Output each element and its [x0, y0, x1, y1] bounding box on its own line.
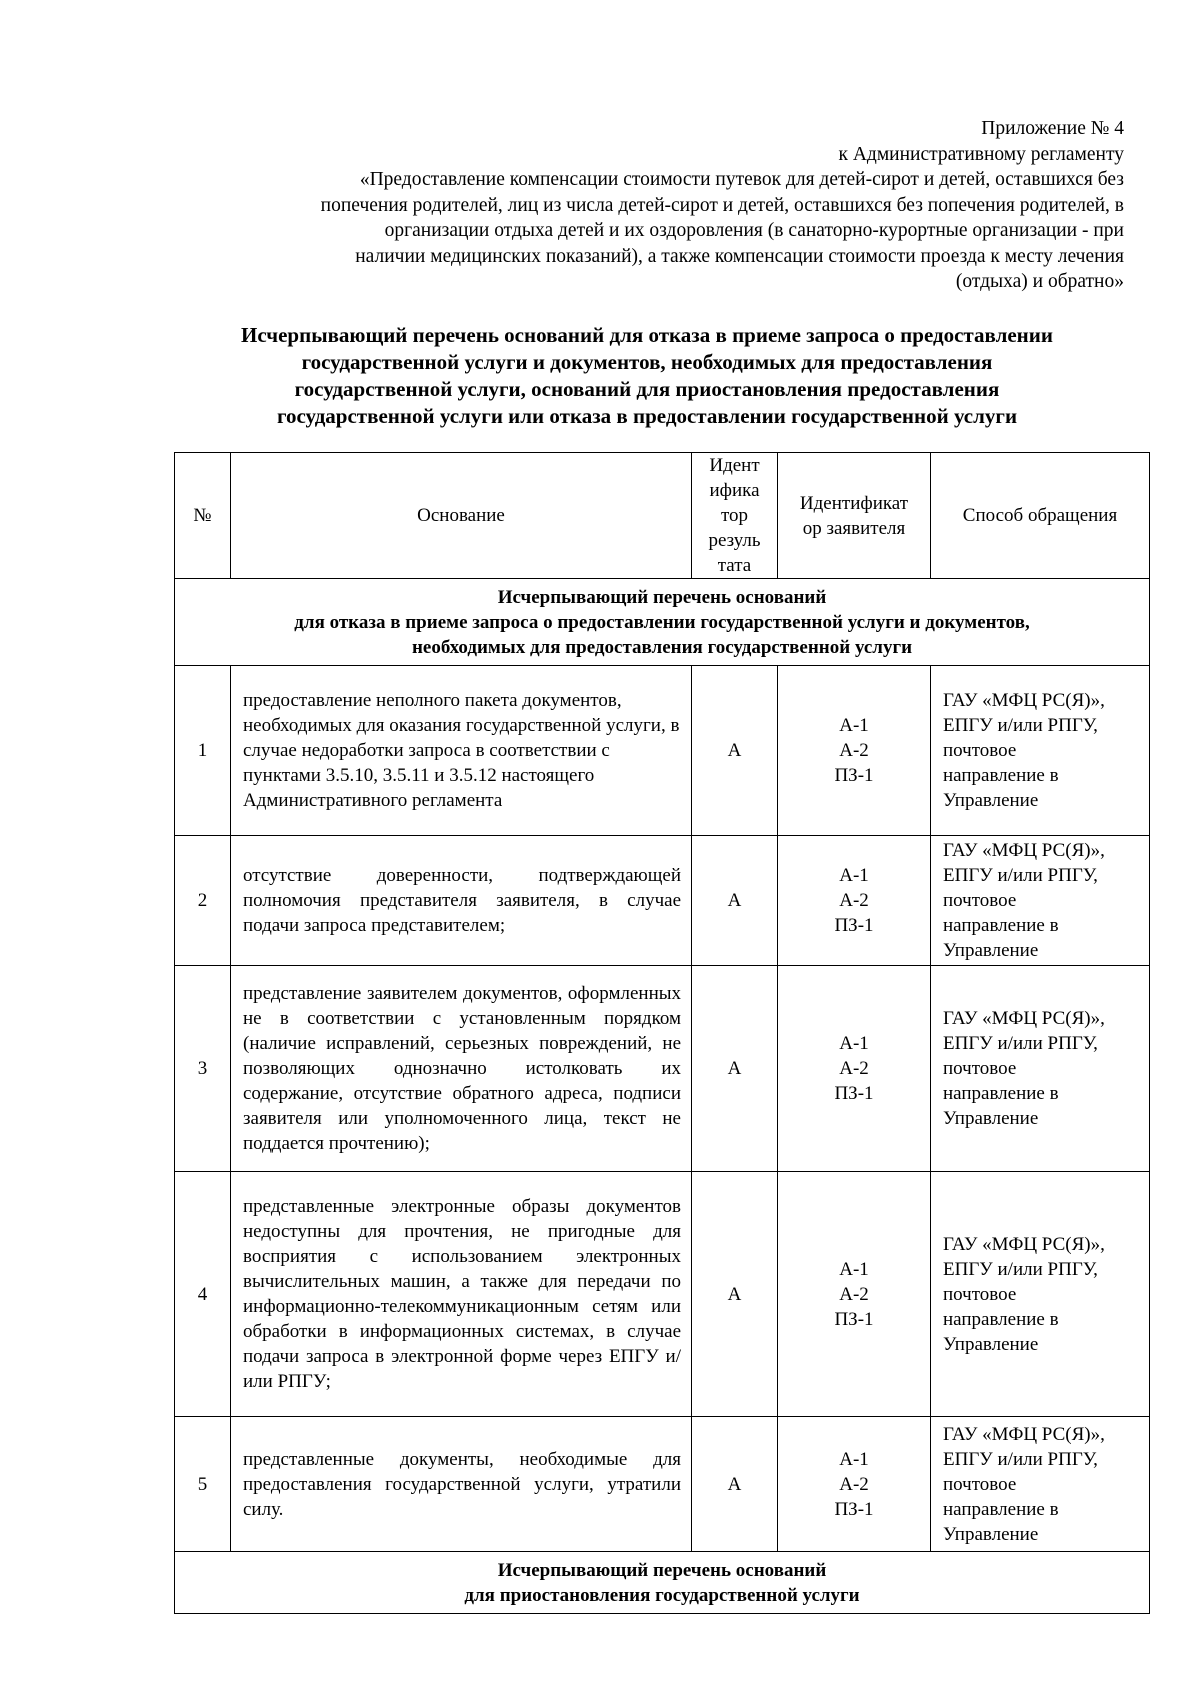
section-heading-suspension — [175, 1552, 1150, 1614]
row-method — [931, 966, 1150, 1172]
title-line: Исчерпывающий перечень оснований для отказа в приеме запроса о предоставлении — [241, 323, 1053, 347]
row-number: 1 — [175, 666, 231, 836]
method-line: ЕПГУ и/или РПГУ, — [943, 715, 1098, 736]
header-number: № — [175, 453, 231, 579]
section-row — [175, 579, 1150, 666]
row-number: 5 — [175, 1417, 231, 1552]
method-line: ЕПГУ и/или РПГУ, — [943, 1258, 1098, 1280]
row-number: 2 — [175, 836, 231, 966]
row-method — [931, 666, 1150, 836]
header-applicant-id — [778, 453, 931, 579]
appendix-header — [170, 116, 1124, 295]
applicant-id: ПЗ-1 — [834, 1498, 874, 1520]
applicant-id: А-2 — [839, 1058, 869, 1079]
method-line: ГАУ «МФЦ РС(Я)», — [943, 1233, 1105, 1255]
appendix-line: Приложение № 4 — [981, 118, 1124, 139]
method-line: почтовое — [943, 740, 1017, 761]
applicant-id: А-2 — [839, 740, 869, 761]
method-line: направление в — [943, 1498, 1059, 1520]
method-line: направление в — [943, 915, 1059, 936]
row-basis: представление заявителем документов, оформленных не в соответствии с установленным порядком (наличие исправлений, серьезных повреждений, не позволяющих однозначно истолковать их содержание, отсутствие обратного адреса, подписи заявителя или уполномоченного лица, текст не поддается прочтению); — [231, 966, 692, 1172]
row-basis: представленные документы, необходимые для предоставления государственной услуги, утратили силу. — [231, 1417, 692, 1552]
applicant-id: А-1 — [839, 715, 869, 736]
header-applicant-id-line: Идентификат — [799, 492, 909, 514]
appendix-line: наличии медицинских показаний), а также компенсации стоимости проезда к месту лечения — [355, 245, 1124, 267]
table-row — [175, 1417, 1150, 1552]
method-line: почтовое — [943, 1283, 1017, 1305]
method-line: ЕПГУ и/или РПГУ, — [943, 1033, 1098, 1054]
appendix-line: (отдыха) и обратно» — [955, 271, 1124, 292]
applicant-id: А-1 — [839, 1033, 869, 1054]
row-basis: представленные электронные образы документов недоступны для прочтения, не пригодные для восприятия с использованием электронных вычислительных машин, а также для передачи по информационно-телекоммуникационным сетям или обработки в информационных системах, в случае подачи запроса в электронной форме через ЕПГУ и/или РПГУ; — [231, 1172, 692, 1417]
title-line: государственной услуги, оснований для приостановления предоставления — [294, 377, 1000, 401]
header-result-id-line: Идент — [709, 455, 760, 476]
section-row — [175, 1552, 1150, 1614]
row-method — [931, 836, 1150, 966]
table-row — [175, 666, 1150, 836]
header-result-id-line: резуль — [708, 530, 761, 551]
method-line: ЕПГУ и/или РПГУ, — [943, 865, 1098, 886]
appendix-line: организации отдыха детей и их оздоровления (в санаторно-курортные организации - при — [384, 220, 1124, 241]
applicant-id: ПЗ-1 — [834, 1083, 874, 1104]
method-line: Управление — [943, 790, 1039, 811]
row-basis: отсутствие доверенности, подтверждающей полномочия представителя заявителя, в случае подачи запроса представителем; — [231, 836, 692, 966]
method-line: Управление — [943, 1108, 1039, 1129]
title-line: государственной услуги и документов, необходимых для предоставления — [301, 350, 993, 374]
row-number: 4 — [175, 1172, 231, 1417]
method-line: ГАУ «МФЦ РС(Я)», — [943, 1423, 1105, 1445]
row-method — [931, 1417, 1150, 1552]
method-line: почтовое — [943, 1058, 1017, 1079]
method-line: направление в — [943, 765, 1059, 786]
row-result-id: А — [692, 666, 778, 836]
applicant-id: ПЗ-1 — [834, 765, 874, 786]
method-line: Управление — [943, 940, 1039, 961]
applicant-id: А-2 — [839, 1473, 869, 1495]
header-basis: Основание — [231, 453, 692, 579]
appendix-line: «Предоставление компенсации стоимости путевок для детей-сирот и детей, оставшихся без — [359, 169, 1124, 190]
table-row — [175, 836, 1150, 966]
section-heading-refusal — [175, 579, 1150, 666]
table-row — [175, 1172, 1150, 1417]
header-result-id-line: тор — [720, 505, 749, 526]
row-applicant-ids — [778, 666, 931, 836]
document-title — [170, 322, 1124, 430]
applicant-id: ПЗ-1 — [834, 915, 874, 936]
section-line: для приостановления государственной услуги — [464, 1584, 860, 1606]
title-line: государственной услуги или отказа в предоставлении государственной услуги — [276, 404, 1018, 428]
header-result-id — [692, 453, 778, 579]
row-applicant-ids — [778, 1417, 931, 1552]
appendix-line: к Административному регламенту — [838, 143, 1124, 165]
applicant-id: ПЗ-1 — [834, 1308, 874, 1330]
header-result-id-line: ифика — [709, 480, 760, 501]
section-line: для отказа в приеме запроса о предоставлении государственной услуги и документов, — [294, 611, 1030, 633]
applicant-id: А-1 — [839, 1448, 869, 1470]
applicant-id: А-2 — [839, 1283, 869, 1305]
method-line: ГАУ «МФЦ РС(Я)», — [943, 690, 1105, 711]
section-line: необходимых для предоставления государственной услуги — [411, 636, 913, 658]
method-line: почтовое — [943, 890, 1017, 911]
row-applicant-ids — [778, 836, 931, 966]
method-line: направление в — [943, 1308, 1059, 1330]
header-method: Способ обращения — [931, 453, 1150, 579]
row-applicant-ids — [778, 966, 931, 1172]
row-number: 3 — [175, 966, 231, 1172]
method-line: ЕПГУ и/или РПГУ, — [943, 1448, 1098, 1470]
row-result-id: А — [692, 1172, 778, 1417]
method-line: Управление — [943, 1333, 1039, 1355]
row-method — [931, 1172, 1150, 1417]
row-result-id: А — [692, 966, 778, 1172]
row-result-id: А — [692, 836, 778, 966]
method-line: почтовое — [943, 1473, 1017, 1495]
method-line: ГАУ «МФЦ РС(Я)», — [943, 1008, 1105, 1029]
applicant-id: А-1 — [839, 1258, 869, 1280]
applicant-id: А-2 — [839, 890, 869, 911]
row-applicant-ids — [778, 1172, 931, 1417]
table-row — [175, 966, 1150, 1172]
table-header-row — [175, 453, 1150, 579]
applicant-id: А-1 — [839, 865, 869, 886]
method-line: ГАУ «МФЦ РС(Я)», — [943, 840, 1105, 861]
appendix-line: попечения родителей, лиц из числа детей-сирот и детей, оставшихся без попечения родителей, в — [320, 194, 1124, 216]
header-result-id-line: тата — [717, 555, 752, 576]
section-line: Исчерпывающий перечень оснований — [497, 586, 827, 608]
method-line: Управление — [943, 1523, 1039, 1545]
header-applicant-id-line: ор заявителя — [802, 517, 906, 539]
method-line: направление в — [943, 1083, 1059, 1104]
row-result-id: А — [692, 1417, 778, 1552]
section-line: Исчерпывающий перечень оснований — [497, 1559, 827, 1581]
grounds-table — [174, 452, 1150, 1614]
row-basis: предоставление неполного пакета документов, необходимых для оказания государственной услуги, в случае недоработки запроса в соответствии с пунктами 3.5.10, 3.5.11 и 3.5.12 настоящего Административного регламента — [231, 666, 692, 836]
